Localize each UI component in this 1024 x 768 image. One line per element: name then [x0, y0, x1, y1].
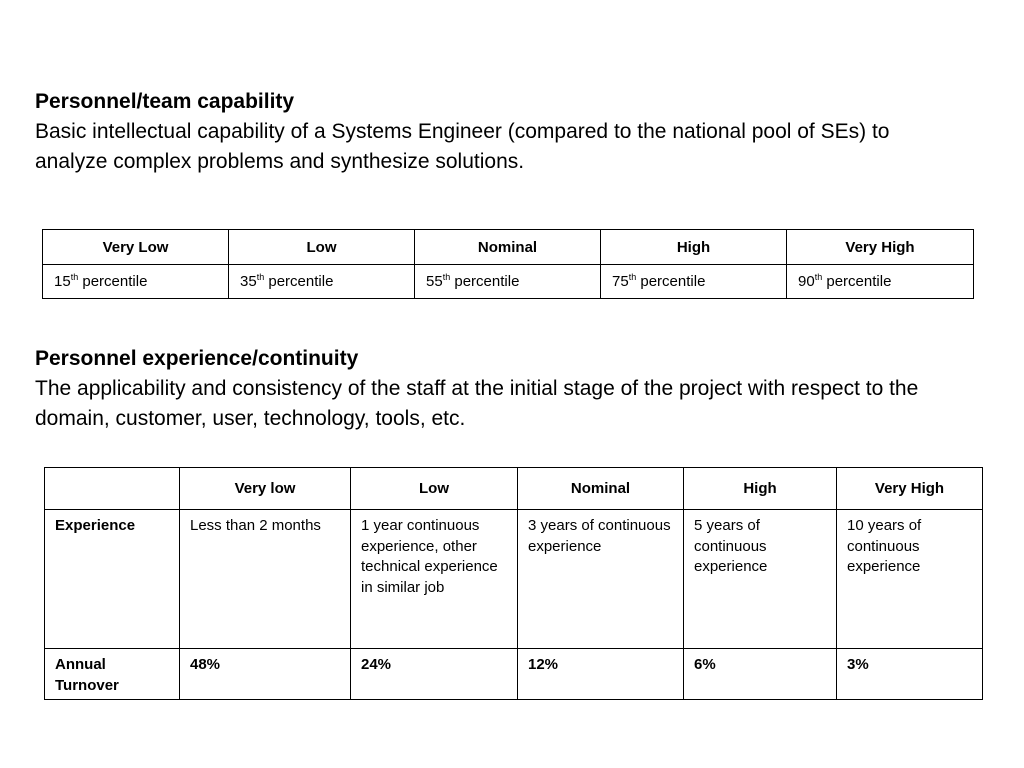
- ordinal-suffix: th: [256, 272, 265, 282]
- section-personnel-team-capability: [35, 87, 935, 177]
- section-title: Personnel/team capability: [35, 90, 295, 113]
- percentile-number: 35: [240, 273, 257, 290]
- table-cell: [43, 265, 229, 299]
- ordinal-suffix: th: [70, 272, 79, 282]
- ordinal-suffix: th: [814, 272, 823, 282]
- table-cell: 10 years of continuous experience: [837, 510, 983, 649]
- table-cell: [601, 265, 787, 299]
- ordinal-suffix: th: [442, 272, 451, 282]
- header-high: High: [684, 468, 837, 510]
- header-low: Low: [351, 468, 518, 510]
- table-cell: 3%: [837, 649, 983, 700]
- table-header-row: [45, 468, 983, 510]
- table-cell: 6%: [684, 649, 837, 700]
- table-row: [45, 510, 983, 649]
- header-very-high: Very High: [787, 230, 974, 265]
- percentile-label: percentile: [264, 273, 334, 290]
- section-description: The applicability and consistency of the staff at the initial stage of the project with respect to the domain, customer, user, technology, tools, etc.: [35, 377, 919, 430]
- percentile-label: percentile: [78, 273, 148, 290]
- header-very-low: Very low: [180, 468, 351, 510]
- percentile-label: percentile: [636, 273, 706, 290]
- percentile-number: 55: [426, 273, 443, 290]
- table-header-row: [43, 230, 974, 265]
- percentile-number: 90: [798, 273, 815, 290]
- table-cell: 48%: [180, 649, 351, 700]
- header-high: High: [601, 230, 787, 265]
- header-very-low: Very Low: [43, 230, 229, 265]
- section-description: Basic intellectual capability of a Systems Engineer (compared to the national pool of SEs) to analyze complex problems and synthesize solutions.: [35, 120, 890, 173]
- table-cell: [229, 265, 415, 299]
- table-cell: [787, 265, 974, 299]
- table-cell: 3 years of continuous experience: [518, 510, 684, 649]
- experience-rating-table: [44, 467, 983, 700]
- table-cell: 24%: [351, 649, 518, 700]
- table-cell: Less than 2 months: [180, 510, 351, 649]
- header-empty: [45, 468, 180, 510]
- header-low: Low: [229, 230, 415, 265]
- header-nominal: Nominal: [415, 230, 601, 265]
- row-label: Experience: [45, 510, 180, 649]
- header-nominal: Nominal: [518, 468, 684, 510]
- percentile-number: 15: [54, 273, 71, 290]
- table-cell: [415, 265, 601, 299]
- section-title: Personnel experience/continuity: [35, 347, 359, 370]
- percentile-label: percentile: [450, 273, 520, 290]
- table-cell: 1 year continuous experience, other technical experience in similar job: [351, 510, 518, 649]
- percentile-label: percentile: [822, 273, 892, 290]
- percentile-number: 75: [612, 273, 629, 290]
- table-cell: 12%: [518, 649, 684, 700]
- table-row: [43, 265, 974, 299]
- capability-rating-table: [42, 229, 974, 299]
- table-row: [45, 649, 983, 700]
- row-label: Annual Turnover: [45, 649, 180, 700]
- table-cell: 5 years of continuous experience: [684, 510, 837, 649]
- section-personnel-experience-continuity: [35, 344, 995, 434]
- ordinal-suffix: th: [628, 272, 637, 282]
- header-very-high: Very High: [837, 468, 983, 510]
